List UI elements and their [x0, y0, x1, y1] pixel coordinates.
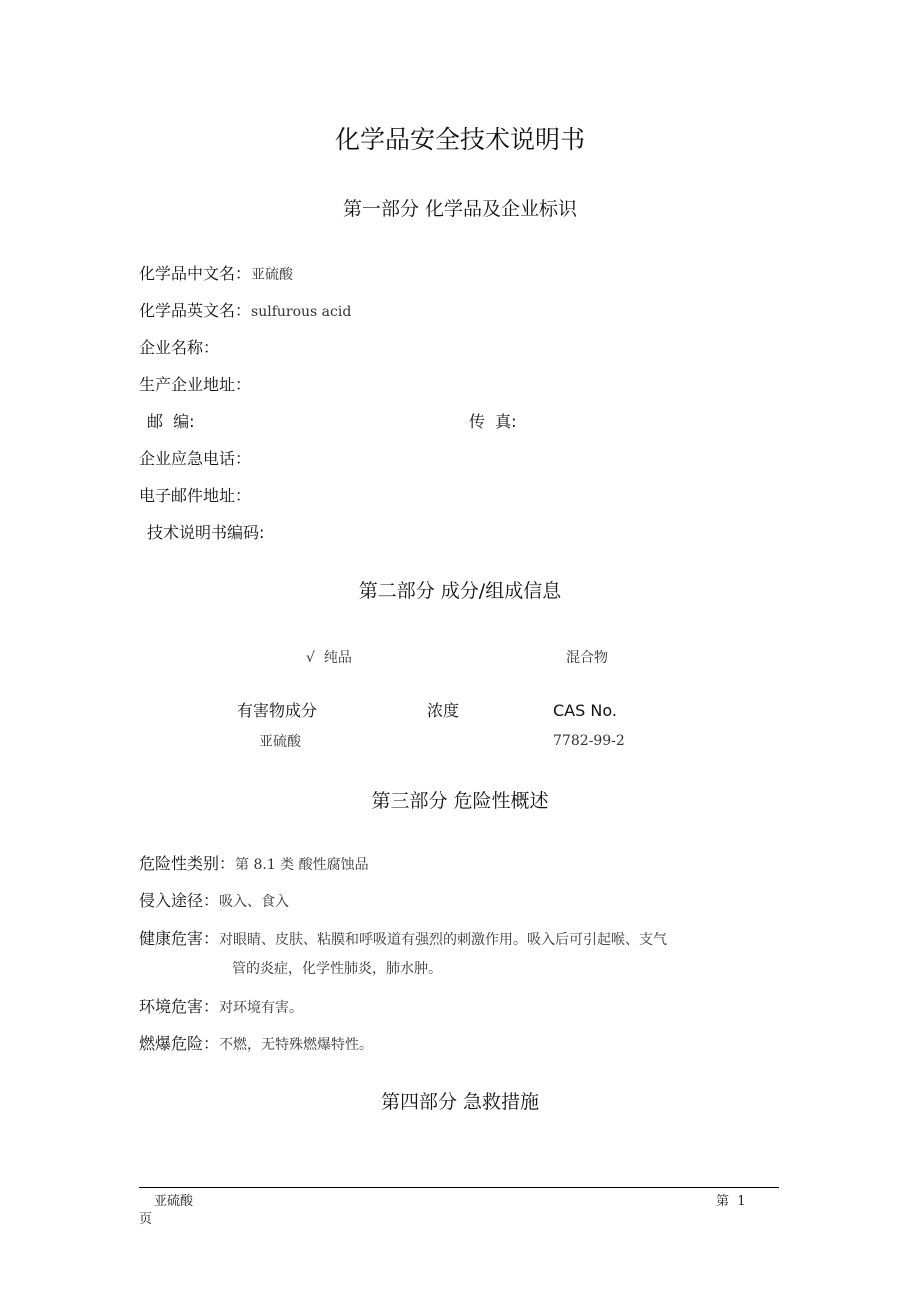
footer-left: 亚硫酸: [154, 1194, 194, 1209]
field-msds-code: 技术说明书编码:: [147, 523, 265, 542]
document-title: 化学品安全技术说明书: [334, 125, 585, 154]
field-label: 环境危害：: [139, 997, 220, 1016]
field-label: 化学品英文名：: [139, 301, 252, 320]
field-label: 侵入途径：: [139, 891, 220, 910]
field-environment-hazard: [139, 994, 303, 1017]
mixture-option: 混合物: [566, 650, 608, 666]
field-value: 第 8.1 类 酸性腐蚀品: [235, 857, 369, 873]
field-value: 亚硫酸: [251, 267, 294, 283]
field-company-address: 生产企业地址：: [139, 375, 252, 394]
section-heading-part1: 第一部分 化学品及企业标识: [342, 198, 578, 220]
field-health-hazard: [139, 926, 667, 949]
field-company-name: 企业名称：: [139, 338, 220, 357]
field-value: sulfurous acid: [251, 304, 352, 320]
column-header-component: 有害物成分: [237, 701, 318, 720]
column-header-cas: CAS No.: [553, 701, 617, 720]
component-name: 亚硫酸: [259, 734, 301, 750]
field-fire-hazard: [139, 1031, 373, 1054]
section-heading-part3: 第三部分 危险性概述: [371, 790, 549, 812]
column-header-concentration: 浓度: [427, 701, 460, 720]
field-english-name: [139, 298, 351, 321]
field-label: 危险性类别：: [139, 854, 236, 873]
field-label: 化学品中文名：: [139, 264, 252, 283]
footer-page-suffix: 页: [139, 1212, 153, 1227]
footer-page-number: 第 1: [716, 1194, 746, 1209]
cas-number: 7782-99-2: [553, 733, 625, 749]
pure-substance-checkbox: √ 纯品: [306, 650, 352, 666]
footer-divider: [139, 1187, 779, 1188]
field-value: 对环境有害。: [219, 1000, 304, 1016]
field-emergency-phone: 企业应急电话：: [139, 449, 252, 468]
field-exposure-route: [139, 888, 289, 911]
field-value: 对眼睛、皮肤、粘膜和呼吸道有强烈的刺激作用。吸入后可引起喉、支气: [219, 932, 668, 948]
field-hazard-class: [139, 851, 369, 874]
field-email: 电子邮件地址：: [139, 486, 252, 505]
field-label: 燃爆危险：: [139, 1034, 220, 1053]
section-heading-part2: 第二部分 成分/组成信息: [358, 580, 562, 602]
field-fax: 传 真:: [469, 412, 517, 431]
field-value: 吸入、食入: [219, 894, 290, 910]
field-label: 健康危害：: [139, 929, 220, 948]
field-postcode: 邮 编:: [147, 412, 195, 431]
field-health-hazard-continued: 管的炎症，化学性肺炎，肺水肿。: [232, 961, 442, 977]
field-value: 不燃，无特殊燃爆特性。: [219, 1037, 374, 1053]
field-chinese-name: [139, 261, 293, 284]
section-heading-part4: 第四部分 急救措施: [380, 1091, 540, 1113]
